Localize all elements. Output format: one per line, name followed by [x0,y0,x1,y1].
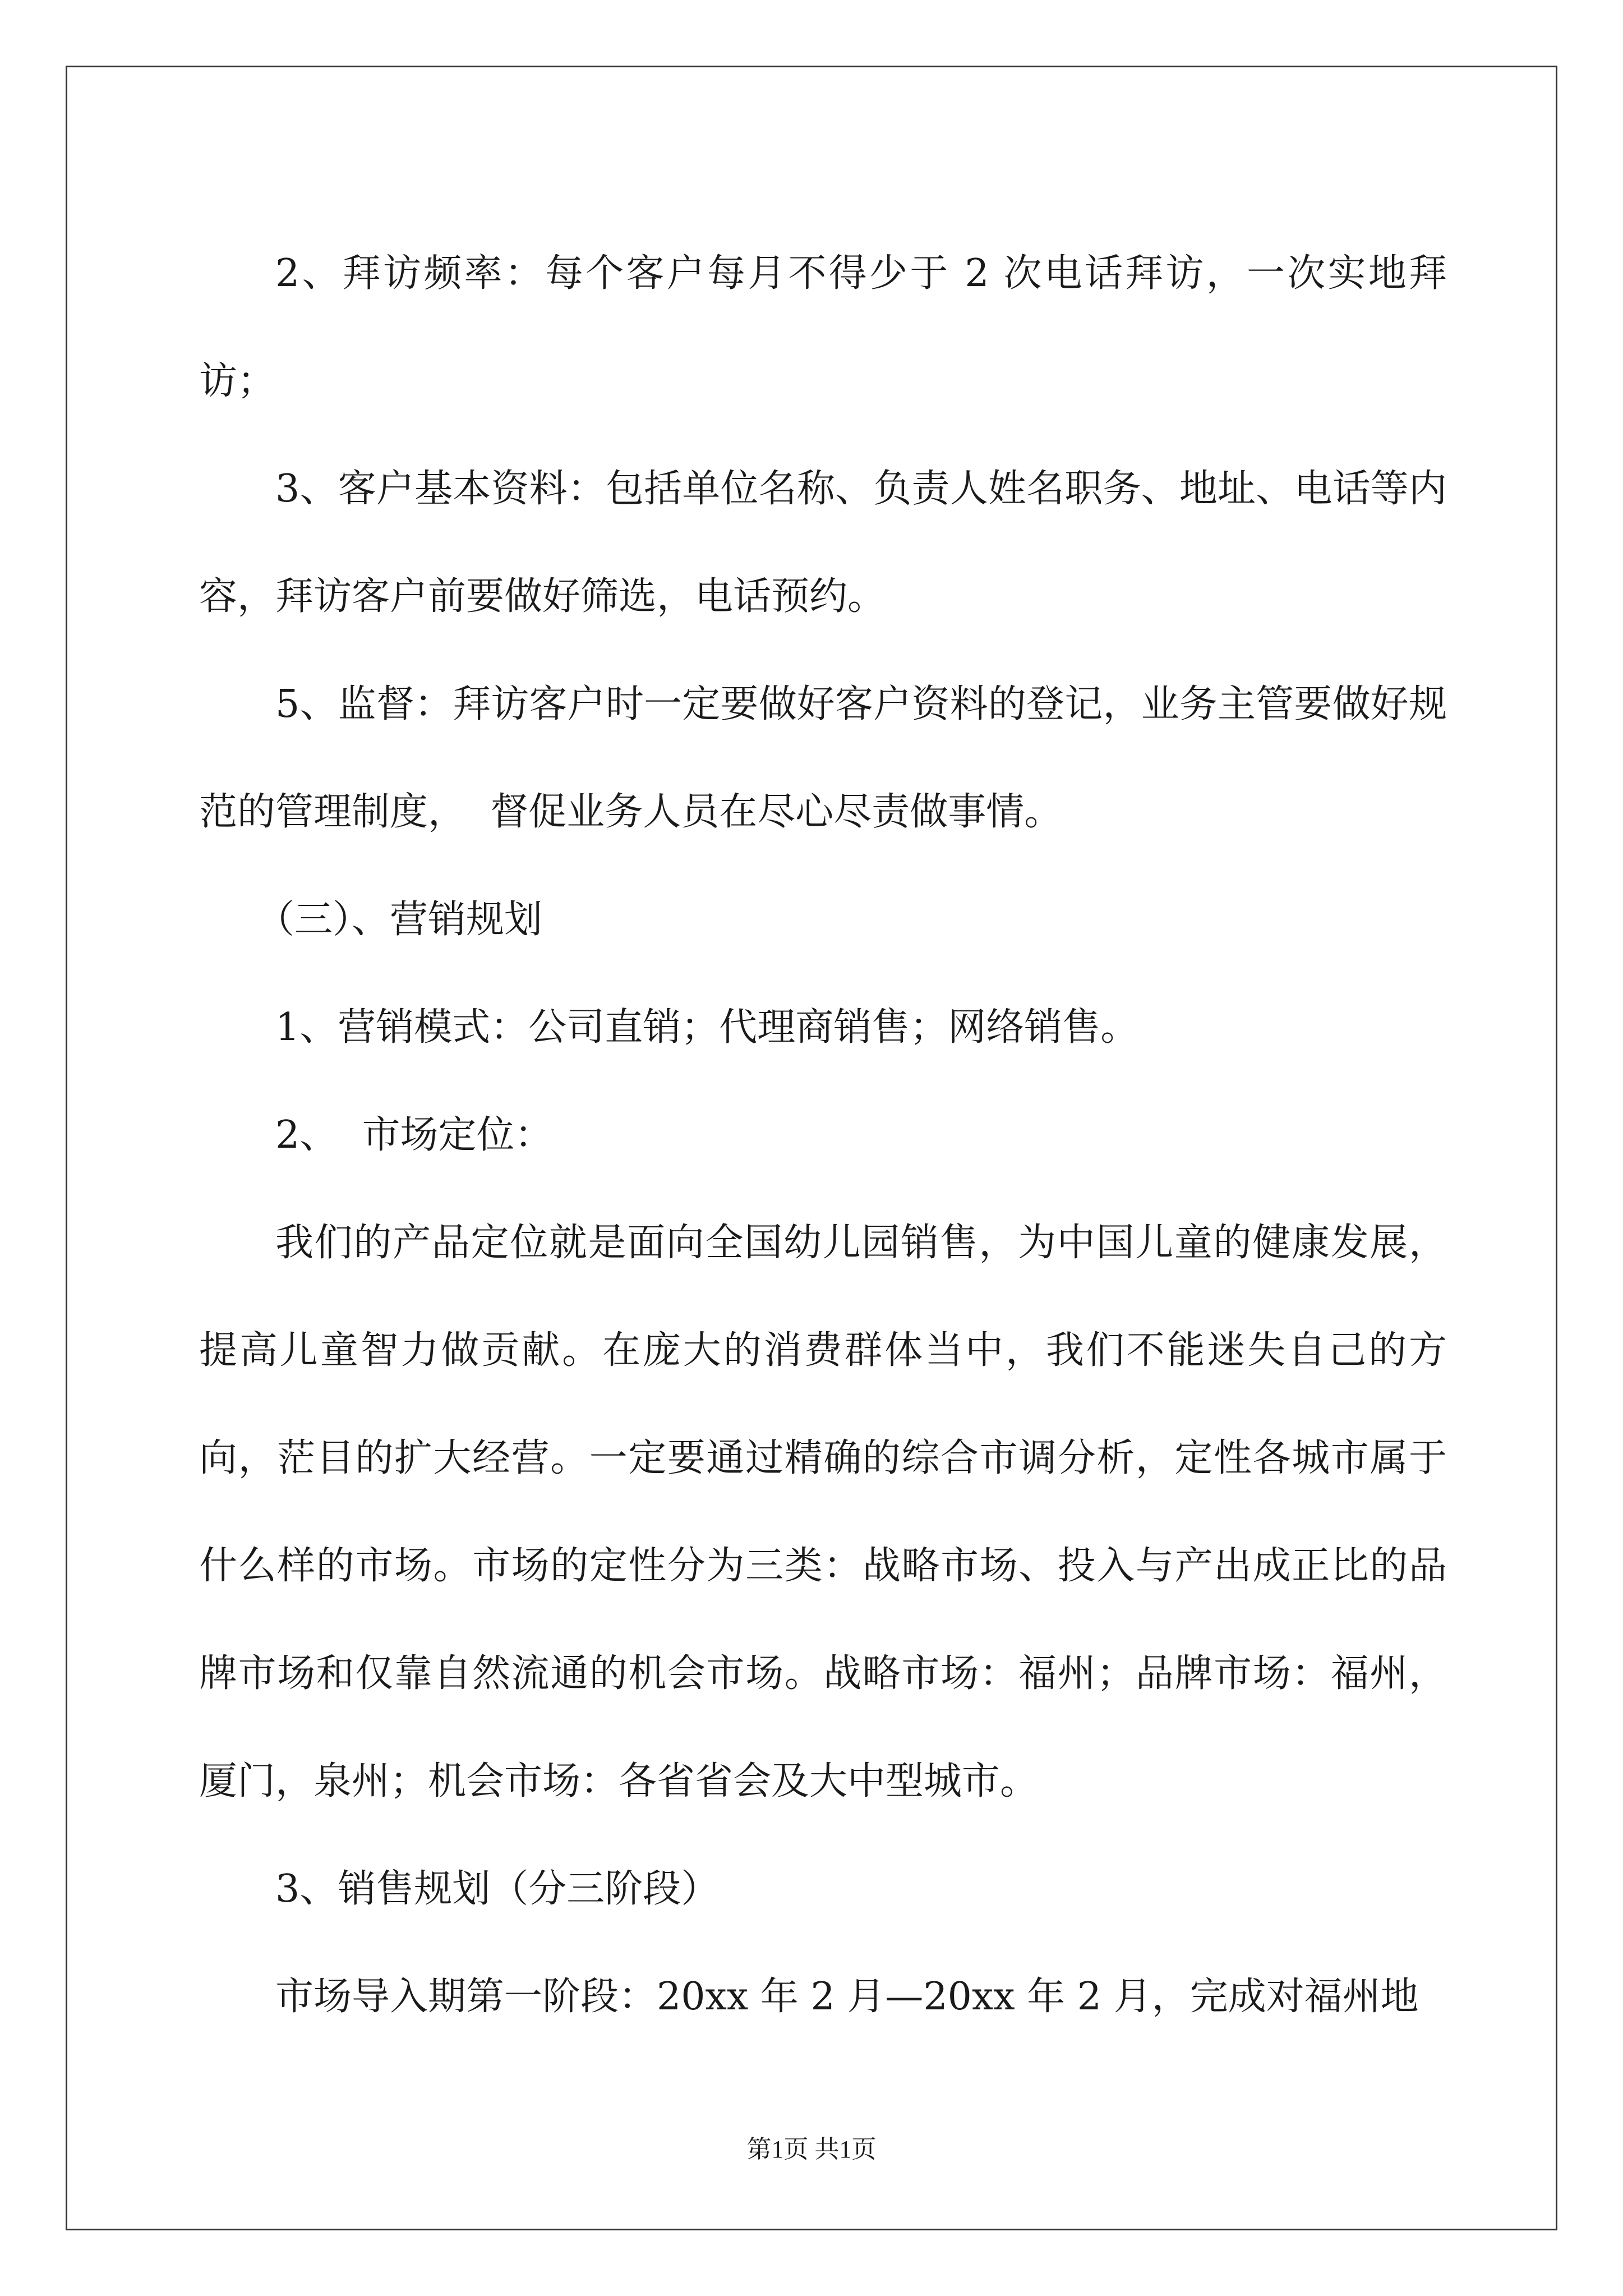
paragraph-market-positioning-body: 我们的产品定位就是面向全国幼儿园销售，为中国儿童的健康发展，提高儿童智力做贡献。在庞大的消费群体当中，我们不能迷失自己的方向，茫目的扩大经营。一定要通过精确的综合市调分析，定性各城市属于什么样的市场。市场的定性分为三类：战略市场、投入与产出成正比的品牌市场和仅靠自然流通的机会市场。战略市场：福州；品牌市场：福州，厦门，泉州；机会市场：各省省会及大中型城市。 [199,1221,1447,1803]
paragraph-marketing-model: 1、营销模式：公司直销；代理商销售；网络销售。 [275,1005,1139,1050]
document-body [199,220,1447,2051]
section-heading-marketing-plan: （三）、营销规划 [256,898,543,942]
paragraph-sales-phase-one: 市场导入期第一阶段：20xx 年 2 月—20xx 年 2 月，完成对福州地 [275,1975,1419,2019]
paragraph-sales-plan-title: 3、销售规划（分三阶段） [275,1867,720,1911]
paragraph-supervision: 5、监督：拜访客户时一定要做好客户资料的登记，业务主管要做好规范的管理制度， 督促业务人员在尽心尽责做事情。 [199,682,1447,834]
paragraph-visit-frequency: 2、拜访频率：每个客户每月不得少于 2 次电话拜访，一次实地拜访； [199,251,1447,403]
page-footer: 第1页 共1页 [746,2136,877,2163]
paragraph-customer-info: 3、客户基本资料：包括单位名称、负责人姓名职务、地址、电话等内容，拜访客户前要做好筛选，电话预约。 [199,467,1447,619]
paragraph-market-positioning-title: 2、 市场定位： [275,1113,553,1157]
